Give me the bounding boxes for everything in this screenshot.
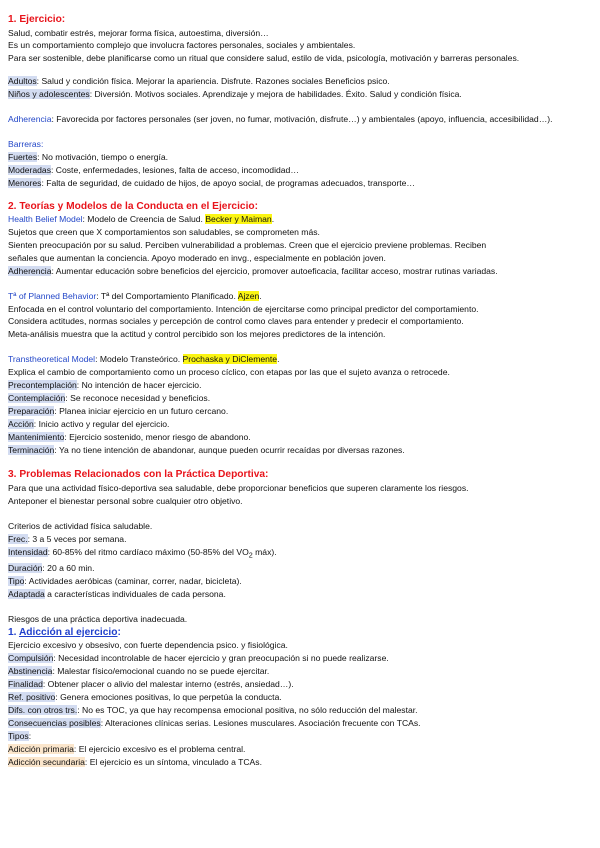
paragraph: Anteponer el bienestar personal sobre cualquier otro objetivo.	[8, 495, 243, 506]
ninos-line: Niños y adolescentes: Diversión. Motivos sociales. Aprendizaje y mejora de habilidades. Éxito. Salud y condición física.	[8, 89, 462, 100]
ttm-line: Transtheoretical Model: Modelo Transteórico. Prochaska y DiClemente.	[8, 354, 280, 365]
stage-line: Mantenimiento: Ejercicio sostenido, menor riesgo de abandono.	[8, 431, 251, 442]
author-highlight: Prochaska y DiClemente	[182, 354, 278, 365]
paragraph: Ejercicio excesivo y obsesivo, con fuerte dependencia psico. y fisiológica.	[8, 640, 288, 651]
adiccion-item: Finalidad: Obtener placer o alivio del malestar interno (estrés, ansiedad…).	[8, 679, 294, 690]
frec-line: Frec.: 3 a 5 veces por semana.	[8, 533, 127, 544]
adiccion-item: Difs. con otros trs.: No es TOC, ya que hay recompensa emocional positiva, no sólo reducción del malestar.	[8, 704, 418, 715]
hbm-line: Health Belief Model: Modelo de Creencia de Salud. Becker y Maiman.	[8, 214, 275, 225]
section-3-title: 3. Problemas Relacionados con la Práctica Deportiva:	[8, 469, 269, 481]
author-highlight: Becker y Maiman	[205, 214, 272, 225]
section-2-title: 2. Teorías y Modelos de la Conducta en el Ejercicio:	[8, 200, 259, 212]
paragraph: Sujetos que creen que X comportamientos son saludables, se comprometen más.	[8, 226, 320, 237]
stage-line: Preparación: Planea iniciar ejercicio en un futuro cercano.	[8, 405, 229, 416]
fuertes-line: Fuertes: No motivación, tiempo o energía.	[8, 151, 169, 162]
riesgos-heading: Riesgos de una práctica deportiva inadecuada.	[8, 613, 188, 624]
stage-line: Contemplación: Se reconoce necesidad y beneficios.	[8, 392, 211, 403]
tpb-line: Tª of Planned Behavior: Tª del Comportamiento Planificado. Ajzen.	[8, 290, 262, 301]
adultos-line: Adultos: Salud y condición física. Mejorar la apariencia. Disfrute. Razones sociales Beneficios psico.	[8, 76, 390, 87]
adiccion-item: Compulsión: Necesidad incontrolable de hacer ejercicio y gran preocupación si no puede realizarse.	[8, 653, 389, 664]
secundaria-line: Adicción secundaria: El ejercicio es un síntoma, vinculado a TCAs.	[8, 756, 262, 767]
hbm-adherencia-line: Adherencia: Aumentar educación sobre beneficios del ejercicio, promover autoeficacia, facilitar acceso, mostrar rutinas variadas.	[8, 265, 498, 276]
tipos-heading: Tipos:	[8, 730, 32, 741]
barreras-heading: Barreras:	[8, 138, 44, 149]
author-highlight: Ajzen	[237, 290, 260, 301]
primaria-line: Adicción primaria: El ejercicio excesivo es el problema central.	[8, 743, 246, 754]
paragraph: Para ser sostenible, debe planificarse como un ritual que considere salud, estilo de vida, psicología, motivación y barreras personales.	[8, 53, 520, 64]
intensidad-line: Intensidad: 60-85% del ritmo cardíaco máximo (50-85% del $VO_2$ máx).	[8, 546, 277, 560]
paragraph: Es un comportamiento complejo que involucra factores personales, sociales y ambientales.	[8, 40, 356, 51]
paragraph: Enfocada en el control voluntario del comportamiento. Intención de ejercitarse como principal predictor del comportamiento.	[8, 303, 479, 314]
paragraph: señales que aumentan la conciencia. Apoyo moderado en invg., especialmente en población joven.	[8, 252, 386, 263]
adiccion-item: Ref. positivo: Genera emociones positivas, lo que perpetúa la conducta.	[8, 691, 282, 702]
stage-line: Terminación: Ya no tiene intención de abandonar, aunque pueden ocurrir recaídas por diversas razones.	[8, 444, 405, 455]
stage-line: Acción: Inicio activo y regular del ejercicio.	[8, 418, 170, 429]
menores-line: Menores: Falta de seguridad, de cuidado de hijos, de apoyo social, de programas adecuados, transporte…	[8, 177, 416, 188]
section-1-title: 1. Ejercicio:	[8, 14, 66, 25]
paragraph: Explica el cambio de comportamiento como un proceso cíclico, con etapas por las que el sujeto avanza o retrocede.	[8, 367, 450, 378]
term-label: Niños y adolescentes	[8, 89, 90, 100]
adherencia-line: Adherencia: Favorecida por factores personales (ser joven, no fumar, motivación, disfrute…) y ambientales (apoyo, influencia, accesibilidad…).	[8, 114, 553, 125]
term-label: Adultos	[8, 76, 37, 87]
adiccion-item: Consecuencias posibles: Alteraciones clínicas serias. Lesiones musculares. Asociación frecuente con TCAs.	[8, 717, 421, 728]
paragraph: Salud, combatir estrés, mejorar forma física, autoestima, diversión…	[8, 27, 269, 38]
adaptada-line: Adaptada a características individuales de cada persona.	[8, 589, 226, 600]
paragraph: Para que una actividad físico-deportiva sea saludable, debe proporcionar beneficios que superen claramente los riesgos.	[8, 482, 469, 493]
term-label: Adherencia	[8, 114, 52, 125]
tipo-line: Tipo: Actividades aeróbicas (caminar, correr, nadar, bicicleta).	[8, 576, 242, 587]
stage-line: Precontemplación: No intención de hacer ejercicio.	[8, 380, 202, 391]
moderadas-line: Moderadas: Coste, enfermedades, lesiones, falta de acceso, incomodidad…	[8, 164, 299, 175]
document-page	[8, 13, 594, 768]
adiccion-item: Abstinencia: Malestar físico/emocional cuando no se puede ejercitar.	[8, 666, 270, 677]
paragraph: Considera actitudes, normas sociales y percepción de control como claves para entender y predecir el comportamiento.	[8, 316, 464, 327]
subsection-title: 1. Adicción al ejercicio:	[8, 626, 121, 638]
paragraph: Meta-análisis muestra que la actitud y control percibido son los mejores predictores de la intención.	[8, 329, 386, 340]
criterios-heading: Criterios de actividad física saludable.	[8, 520, 153, 531]
paragraph: Sienten preocupación por su salud. Perciben vulnerabilidad a problemas. Creen que el ejercicio previene problemas. Reciben	[8, 239, 487, 250]
duracion-line: Duración: 20 a 60 min.	[8, 563, 95, 574]
